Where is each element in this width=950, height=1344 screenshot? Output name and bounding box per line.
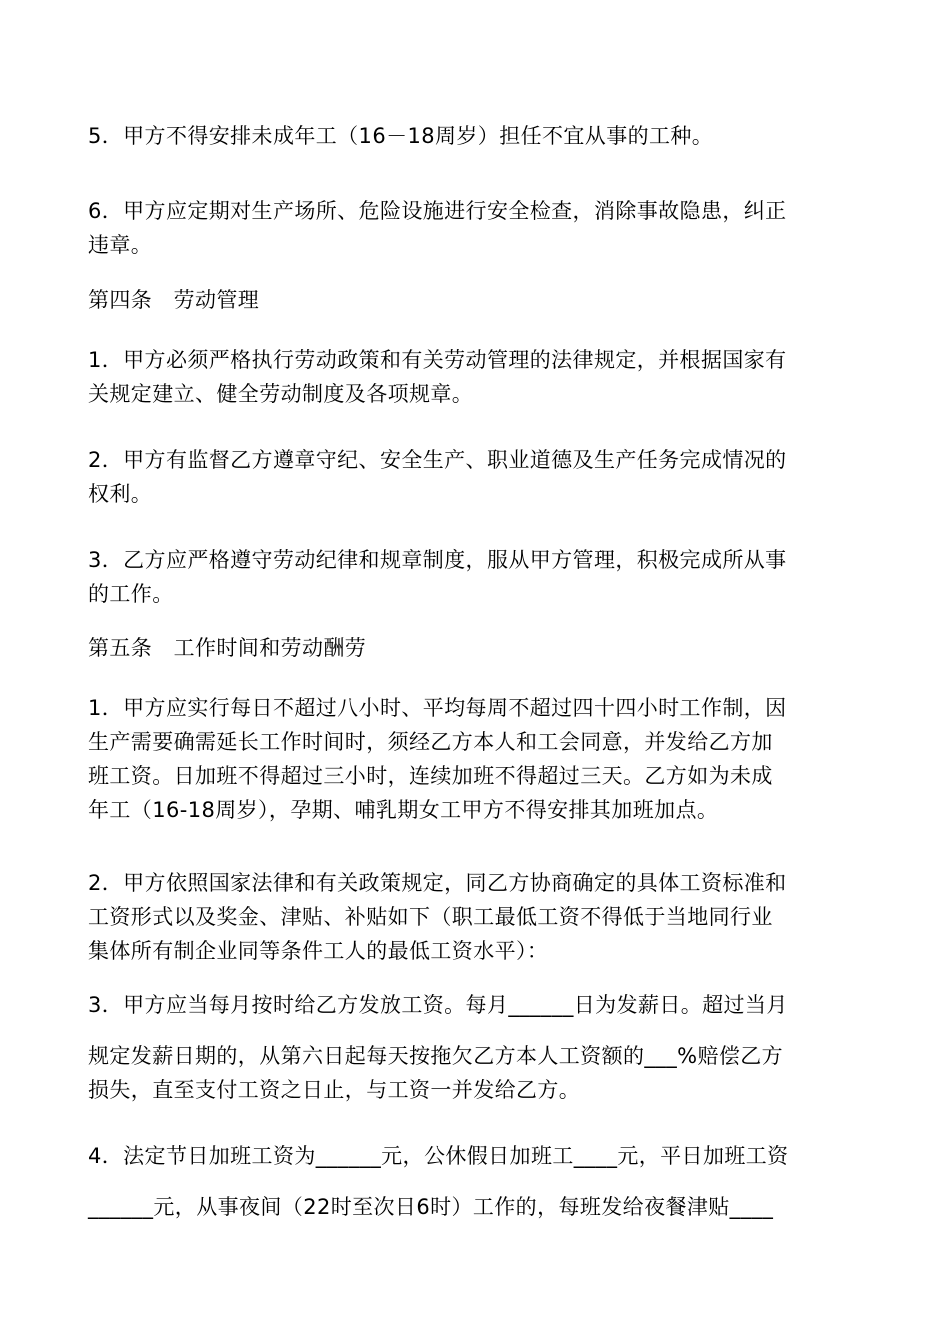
text-line: 集体所有制企业同等条件工人的最低工资水平）：	[88, 939, 549, 963]
text-line: ______元，从事夜间（22时至次日6时）工作的，每班发给夜餐津贴____	[88, 1195, 774, 1219]
text-line: 规定发薪日期的，从第六日起每天按拖欠乙方本人工资额的___%赔偿乙方	[88, 1044, 784, 1068]
heading-text: 第五条 工作时间和劳动酬劳	[88, 636, 367, 660]
paragraph-5-3	[88, 988, 863, 1107]
text-line: 2．甲方依照国家法律和有关政策规定，同乙方协商确定的具体工资标准和	[88, 871, 787, 895]
paragraph-5-1	[88, 691, 863, 827]
text-line: 的工作。	[88, 582, 174, 606]
paragraph-6-safety-inspection	[88, 194, 863, 262]
paragraph-5-minor-workers	[88, 119, 863, 153]
text-line: 1．甲方必须严格执行劳动政策和有关劳动管理的法律规定，并根据国家有	[88, 348, 787, 372]
text-line: 6．甲方应定期对生产场所、危险设施进行安全检查，消除事故隐患，纠正	[88, 199, 787, 223]
text-line: 3．甲方应当每月按时给乙方发放工资。每月______日为发薪日。超过当月	[88, 993, 788, 1017]
text-line: 权利。	[88, 482, 153, 506]
paragraph-4-3	[88, 543, 863, 611]
text-line: 2．甲方有监督乙方遵章守纪、安全生产、职业道德及生产任务完成情况的	[88, 448, 787, 472]
text-line: 生产需要确需延长工作时间时，须经乙方本人和工会同意，并发给乙方加	[88, 730, 773, 754]
paragraph-4-2	[88, 443, 863, 511]
text-line: 关规定建立、健全劳动制度及各项规章。	[88, 382, 474, 406]
text-line: 5．甲方不得安排未成年工（16－18周岁）担任不宜从事的工种。	[88, 124, 714, 148]
text-line: 1．甲方应实行每日不超过八小时、平均每周不超过四十四小时工作制，因	[88, 696, 787, 720]
text-line: 损失，直至支付工资之日止，与工资一并发给乙方。	[88, 1078, 581, 1102]
paragraph-5-2	[88, 866, 863, 968]
text-line: 年工（16-18周岁），孕期、哺乳期女工甲方不得安排其加班加点。	[88, 798, 719, 822]
section-heading-article-5	[88, 631, 863, 665]
text-line: 3．乙方应严格遵守劳动纪律和规章制度，服从甲方管理，积极完成所从事	[88, 548, 787, 572]
paragraph-4-1	[88, 343, 863, 411]
heading-text: 第四条 劳动管理	[88, 288, 260, 312]
paragraph-5-4	[88, 1139, 863, 1224]
section-heading-article-4	[88, 283, 863, 317]
text-line: 4．法定节日加班工资为______元，公休假日加班工____元，平日加班工资	[88, 1144, 789, 1168]
text-line: 工资形式以及奖金、津贴、补贴如下（职工最低工资不得低于当地同行业	[88, 905, 773, 929]
text-line: 班工资。日加班不得超过三小时，连续加班不得超过三天。乙方如为未成	[88, 764, 773, 788]
text-line: 违章。	[88, 233, 153, 257]
